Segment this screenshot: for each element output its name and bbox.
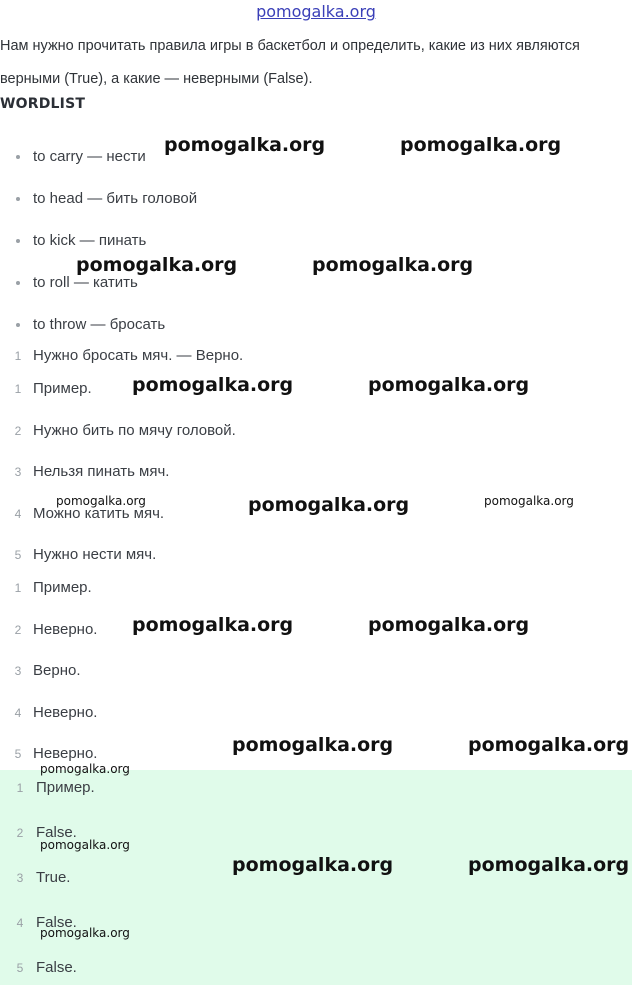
rule-number: 1 xyxy=(14,349,22,363)
answer-number: 5 xyxy=(14,747,22,761)
watermark-small: pomogalka.org xyxy=(40,762,130,776)
wordlist-item-text: to head — бить головой xyxy=(33,190,198,207)
answer-number: 5 xyxy=(16,961,24,975)
bullet-icon xyxy=(16,281,20,285)
rule-text: Нужно нести мяч. xyxy=(33,546,157,563)
rule-text: Пример. xyxy=(33,380,92,397)
answer-number: 1 xyxy=(14,581,22,595)
watermark: pomogalka.org xyxy=(232,854,394,876)
watermark: pomogalka.org xyxy=(368,374,530,396)
wordlist-item-text: to throw — бросать xyxy=(33,316,166,333)
answer-text: False. xyxy=(36,824,77,841)
watermark: pomogalka.org xyxy=(164,134,326,156)
answer-number: 3 xyxy=(14,664,22,678)
answer-number: 4 xyxy=(16,916,24,930)
rule-text: Нужно бить по мячу головой. xyxy=(33,422,236,439)
answer-text: Пример. xyxy=(33,579,92,596)
answer-text: Верно. xyxy=(33,662,81,679)
answer-number: 1 xyxy=(16,781,24,795)
bullet-icon xyxy=(16,323,20,327)
answers-block xyxy=(0,770,632,985)
watermark-small: pomogalka.org xyxy=(56,494,146,508)
watermark: pomogalka.org xyxy=(468,854,630,876)
bullet-icon xyxy=(16,239,20,243)
rule-text: Нужно бросать мяч. — Верно. xyxy=(33,347,244,364)
answer-number: 2 xyxy=(16,826,24,840)
intro-paragraph: Нам нужно прочитать правила игры в баскетбол и определить, какие из них являются верными (True), а какие — неверными (False). xyxy=(0,38,580,87)
answer-text: False. xyxy=(36,914,77,931)
answer-text: Неверно. xyxy=(33,704,98,721)
rule-number: 3 xyxy=(14,465,22,479)
answer-text: False. xyxy=(36,959,77,976)
rule-number: 4 xyxy=(14,507,22,521)
wordlist-heading: WORDLIST xyxy=(0,96,86,112)
answer-number: 4 xyxy=(14,706,22,720)
bullet-icon xyxy=(16,155,20,159)
wordlist-item-text: to kick — пинать xyxy=(33,232,147,249)
rule-number: 1 xyxy=(14,382,22,396)
watermark-small: pomogalka.org xyxy=(40,838,130,852)
watermark: pomogalka.org xyxy=(232,734,394,756)
rule-text: Можно катить мяч. xyxy=(33,505,165,522)
site-watermark-link[interactable]: pomogalka.org xyxy=(256,2,376,21)
rule-text: Нельзя пинать мяч. xyxy=(33,463,170,480)
answer-text: Неверно. xyxy=(33,621,98,638)
answer-text: Пример. xyxy=(36,779,95,796)
answer-text: Неверно. xyxy=(33,745,98,762)
watermark-small: pomogalka.org xyxy=(40,926,130,940)
rule-number: 5 xyxy=(14,548,22,562)
answer-text: True. xyxy=(36,869,71,886)
answer-number: 3 xyxy=(16,871,24,885)
watermark: pomogalka.org xyxy=(368,614,530,636)
wordlist-item-text: to roll — катить xyxy=(33,274,138,291)
watermark: pomogalka.org xyxy=(312,254,474,276)
watermark: pomogalka.org xyxy=(132,614,294,636)
bullet-icon xyxy=(16,197,20,201)
watermark: pomogalka.org xyxy=(132,374,294,396)
watermark: pomogalka.org xyxy=(400,134,562,156)
watermark-small: pomogalka.org xyxy=(484,494,574,508)
watermark: pomogalka.org xyxy=(468,734,630,756)
wordlist-item-text: to carry — нести xyxy=(33,148,146,165)
watermark: pomogalka.org xyxy=(76,254,238,276)
rule-number: 2 xyxy=(14,424,22,438)
watermark: pomogalka.org xyxy=(248,494,410,516)
answer-number: 2 xyxy=(14,623,22,637)
